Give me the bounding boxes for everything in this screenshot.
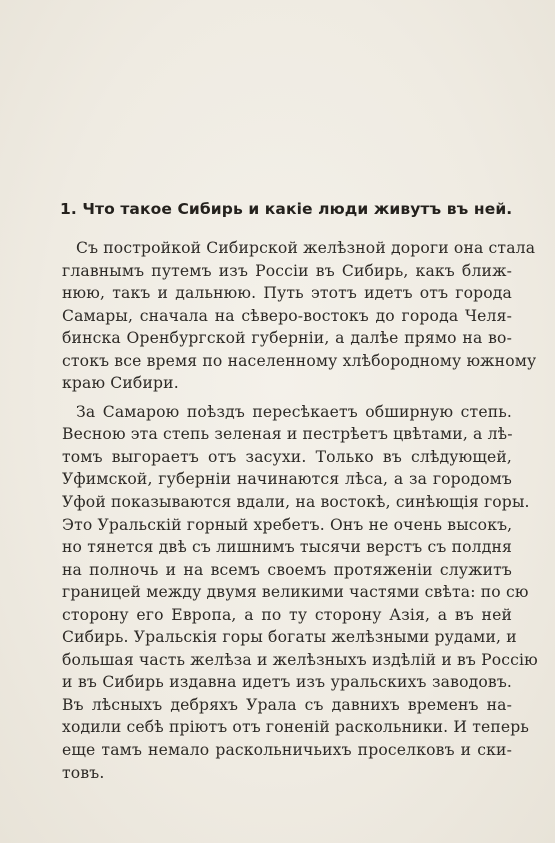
text-line: и въ Сибирь издавна идетъ изъ уральскихъ заводовъ. [62,673,512,692]
text-line: За Самарою поѣздъ пересѣкаетъ обширную степь. [76,402,512,421]
text-line: Съ постройкой Сибирской желѣзной дороги она стала [76,239,536,257]
text-line: на полночь и на всемъ своемъ протяженіи служитъ [62,560,512,579]
text-line: границей между двумя великими частями свѣта: по сю [62,583,529,602]
text-line: Сибирь. Уральскія горы богаты желѣзными рудами, и [62,628,517,647]
text-line: ходили себѣ пріютъ отъ гоненій раскольники. И теперь [62,718,530,737]
text-line: краю Сибири. [62,374,179,393]
text-line: но тянется двѣ съ лишнимъ тысячи верстъ съ полдня [62,538,512,557]
text-line: томъ выгораетъ отъ засухи. Только въ слѣдующей, [62,447,512,466]
text-line: товъ. [62,763,105,782]
text-line: Уфимской, губерніи начинаются лѣса, а за городомъ [62,470,512,489]
paragraph-1 [62,237,537,395]
section-heading: 1. Что такое Сибирь и какіе люди живутъ въ ней. [60,200,513,218]
text-line: бинска Оренбургской губерніи, а далѣе прямо на во- [62,329,512,348]
text-line: Это Уральскій горный хребетъ. Онъ не очень высокъ, [62,515,513,534]
text-line: нюю, такъ и дальнюю. Путь этотъ идетъ отъ города [62,284,512,303]
text-line: Уфой показываются вдали, на востокѣ, синѣющія горы. [62,493,530,512]
text-line: Въ лѣсныхъ дебряхъ Урала съ давнихъ временъ на- [62,695,512,714]
text-line: главнымъ путемъ изъ Россіи въ Сибирь, какъ ближ- [62,261,512,280]
paragraph-2 [62,401,538,784]
text-line: стокъ все время по населенному хлѣбородному южному [62,351,537,370]
text-line: большая часть желѣза и желѣзныхъ издѣлій и въ Россію [62,650,538,669]
text-line: Весною эта степь зеленая и пестрѣетъ цвѣтами, а лѣ- [62,425,513,444]
body-text [62,237,538,784]
text-line: сторону его Европа, а по ту сторону Азія, а въ ней [62,605,512,624]
text-line: Самары, сначала на сѣверо-востокъ до города Челя- [62,306,512,325]
text-line: еще тамъ немало раскольничьихъ проселковъ и ски- [62,741,512,760]
